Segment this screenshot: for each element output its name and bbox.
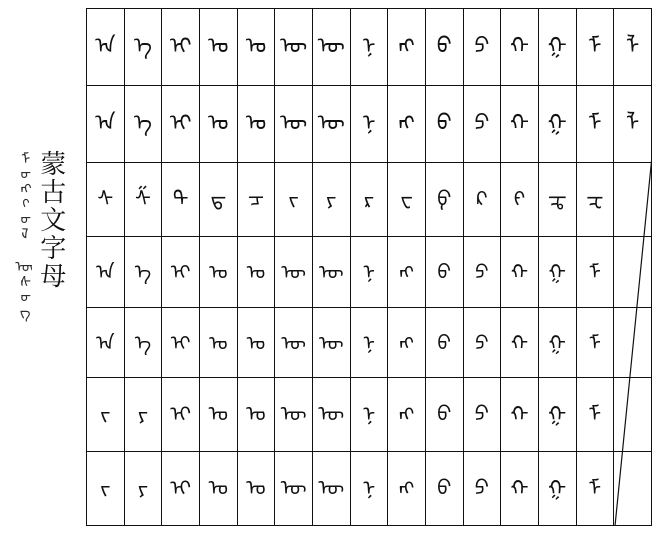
glyph-cell[interactable]: ᠠ	[87, 9, 125, 86]
glyph-cell[interactable]: ᠹ	[425, 163, 463, 237]
glyph-cell[interactable]: ᠨ	[350, 237, 388, 308]
glyph-cell[interactable]: ᠭ	[538, 378, 576, 452]
glyph-cell[interactable]: ᠮ	[576, 237, 614, 308]
glyph-cell[interactable]: ᠦ	[312, 86, 350, 163]
glyph-cell[interactable]: ᠵ	[87, 452, 125, 526]
glyph-cell[interactable]: ᠺ	[463, 163, 501, 237]
glyph-cell[interactable]: ᠡ	[124, 307, 162, 378]
page-title: 蒙古文字母	[35, 150, 66, 290]
glyph-cell[interactable]: ᠩ	[388, 237, 426, 308]
glyph-cell[interactable]: ᠵ	[275, 163, 313, 237]
glyph-cell[interactable]: ᠭ	[538, 452, 576, 526]
empty-cell	[614, 307, 652, 378]
glyph-cell[interactable]: ᠥ	[275, 86, 313, 163]
glyph-cell[interactable]: ᠩ	[388, 378, 426, 452]
glyph-cell[interactable]: ᠦ	[312, 237, 350, 308]
glyph-cell[interactable]: ᠫ	[463, 86, 501, 163]
glyph-cell[interactable]: ᠫ	[463, 9, 501, 86]
glyph-cell[interactable]: ᠶ	[124, 452, 162, 526]
glyph-cell[interactable]: ᠻ	[501, 163, 539, 237]
alphabet-table-body	[87, 9, 652, 526]
glyph-cell[interactable]: ᠮ	[576, 378, 614, 452]
glyph-cell[interactable]: ᠮ	[576, 9, 614, 86]
glyph-cell[interactable]: ᠰ	[87, 163, 125, 237]
glyph-cell[interactable]: ᠬ	[501, 86, 539, 163]
glyph-cell[interactable]: ᠠ	[87, 237, 125, 308]
glyph-cell[interactable]: ᠮ	[576, 86, 614, 163]
table-row	[87, 163, 652, 237]
glyph-cell[interactable]: ᠡ	[124, 237, 162, 308]
table-row	[87, 237, 652, 308]
glyph-cell[interactable]: ᠶ	[124, 378, 162, 452]
empty-cell	[614, 163, 652, 237]
glyph-cell[interactable]: ᠠ	[87, 86, 125, 163]
glyph-cell[interactable]: ᠪ	[425, 86, 463, 163]
glyph-cell[interactable]: ᠥ	[275, 9, 313, 86]
glyph-cell[interactable]: ᠥ	[275, 307, 313, 378]
glyph-cell[interactable]: ᠨ	[350, 378, 388, 452]
glyph-cell[interactable]: ᠲ	[162, 163, 200, 237]
glyph-cell[interactable]: ᠩ	[388, 307, 426, 378]
glyph-cell[interactable]: ᠸ	[388, 163, 426, 237]
glyph-cell[interactable]: ᠦ	[312, 378, 350, 452]
glyph-cell[interactable]: ᠩ	[388, 452, 426, 526]
glyph-cell[interactable]: ᠯ	[614, 86, 652, 163]
glyph-cell[interactable]: ᠨ	[350, 86, 388, 163]
glyph-cell[interactable]: ᠤ	[237, 378, 275, 452]
glyph-cell[interactable]: ᠨ	[350, 307, 388, 378]
glyph-cell[interactable]: ᠭ	[538, 307, 576, 378]
glyph-cell[interactable]: ᠡ	[124, 9, 162, 86]
glyph-cell[interactable]: ᠥ	[275, 452, 313, 526]
table-row	[87, 9, 652, 86]
empty-cell	[614, 378, 652, 452]
glyph-cell[interactable]: ᠮ	[576, 307, 614, 378]
glyph-cell[interactable]: ᠪ	[425, 9, 463, 86]
glyph-cell[interactable]: ᠢ	[162, 452, 200, 526]
glyph-cell[interactable]: ᠪ	[425, 378, 463, 452]
glyph-cell[interactable]: ᠶ	[312, 163, 350, 237]
glyph-cell[interactable]: ᠢ	[162, 237, 200, 308]
glyph-cell[interactable]: ᠨ	[350, 9, 388, 86]
glyph-cell[interactable]: ᠡ	[124, 86, 162, 163]
glyph-cell[interactable]: ᠢ	[162, 9, 200, 86]
glyph-cell[interactable]: ᠪ	[425, 452, 463, 526]
glyph-cell[interactable]: ᠬ	[501, 307, 539, 378]
glyph-cell[interactable]: ᠤ	[237, 9, 275, 86]
title-block	[14, 150, 84, 370]
table-row	[87, 86, 652, 163]
glyph-cell[interactable]: ᠣ	[199, 237, 237, 308]
table-row	[87, 378, 652, 452]
glyph-cell[interactable]: ᠪ	[425, 307, 463, 378]
glyph-cell[interactable]: ᠮ	[576, 452, 614, 526]
glyph-cell[interactable]: ᠬ	[501, 9, 539, 86]
table-row	[87, 452, 652, 526]
empty-cell	[614, 237, 652, 308]
glyph-cell[interactable]: ᠨ	[350, 452, 388, 526]
glyph-cell[interactable]: ᠣ	[199, 452, 237, 526]
glyph-cell[interactable]: ᠫ	[463, 378, 501, 452]
glyph-cell[interactable]: ᠱ	[124, 163, 162, 237]
glyph-cell[interactable]: ᠦ	[312, 452, 350, 526]
glyph-cell[interactable]: ᠣ	[199, 378, 237, 452]
glyph-cell[interactable]: ᠣ	[199, 86, 237, 163]
glyph-cell[interactable]: ᠤ	[237, 307, 275, 378]
glyph-cell[interactable]: ᠢ	[162, 86, 200, 163]
glyph-cell[interactable]: ᠫ	[463, 237, 501, 308]
glyph-cell[interactable]: ᠳ	[199, 163, 237, 237]
glyph-cell[interactable]: ᠥ	[275, 237, 313, 308]
glyph-cell[interactable]: ᠩ	[388, 86, 426, 163]
glyph-cell[interactable]: ᠬ	[501, 378, 539, 452]
alphabet-grid	[86, 8, 652, 526]
glyph-cell[interactable]: ᠬ	[501, 237, 539, 308]
glyph-cell[interactable]: ᠣ	[199, 307, 237, 378]
table-row	[87, 307, 652, 378]
glyph-cell[interactable]: ᠠ	[87, 307, 125, 378]
alphabet-table	[86, 8, 652, 526]
glyph-cell[interactable]: ᠣ	[199, 9, 237, 86]
glyph-cell[interactable]: ᠤ	[237, 452, 275, 526]
glyph-cell[interactable]: ᠭ	[538, 9, 576, 86]
glyph-cell[interactable]: ᠫ	[463, 307, 501, 378]
glyph-cell[interactable]: ᠭ	[538, 86, 576, 163]
glyph-cell[interactable]: ᠢ	[162, 307, 200, 378]
glyph-cell[interactable]: ᠢ	[162, 378, 200, 452]
glyph-cell[interactable]: ᠽ	[576, 163, 614, 237]
glyph-cell[interactable]: ᠴ	[237, 163, 275, 237]
glyph-cell[interactable]: ᠬ	[501, 452, 539, 526]
glyph-cell[interactable]: ᠼ	[538, 163, 576, 237]
glyph-cell[interactable]: ᠵ	[87, 378, 125, 452]
title-subtitle: ᠮᠣᠩᠭᠣᠯ ᠦᠰᠦᠭ	[13, 150, 32, 318]
glyph-cell[interactable]: ᠩ	[388, 9, 426, 86]
glyph-cell[interactable]: ᠤ	[237, 86, 275, 163]
glyph-cell[interactable]: ᠪ	[425, 237, 463, 308]
glyph-cell[interactable]: ᠤ	[237, 237, 275, 308]
glyph-cell[interactable]: ᠦ	[312, 307, 350, 378]
glyph-cell[interactable]: ᠯ	[614, 9, 652, 86]
glyph-cell[interactable]: ᠥ	[275, 378, 313, 452]
glyph-cell[interactable]: ᠫ	[463, 452, 501, 526]
glyph-cell[interactable]: ᠦ	[312, 9, 350, 86]
glyph-cell[interactable]: ᠷ	[350, 163, 388, 237]
empty-cell	[614, 452, 652, 526]
glyph-cell[interactable]: ᠭ	[538, 237, 576, 308]
